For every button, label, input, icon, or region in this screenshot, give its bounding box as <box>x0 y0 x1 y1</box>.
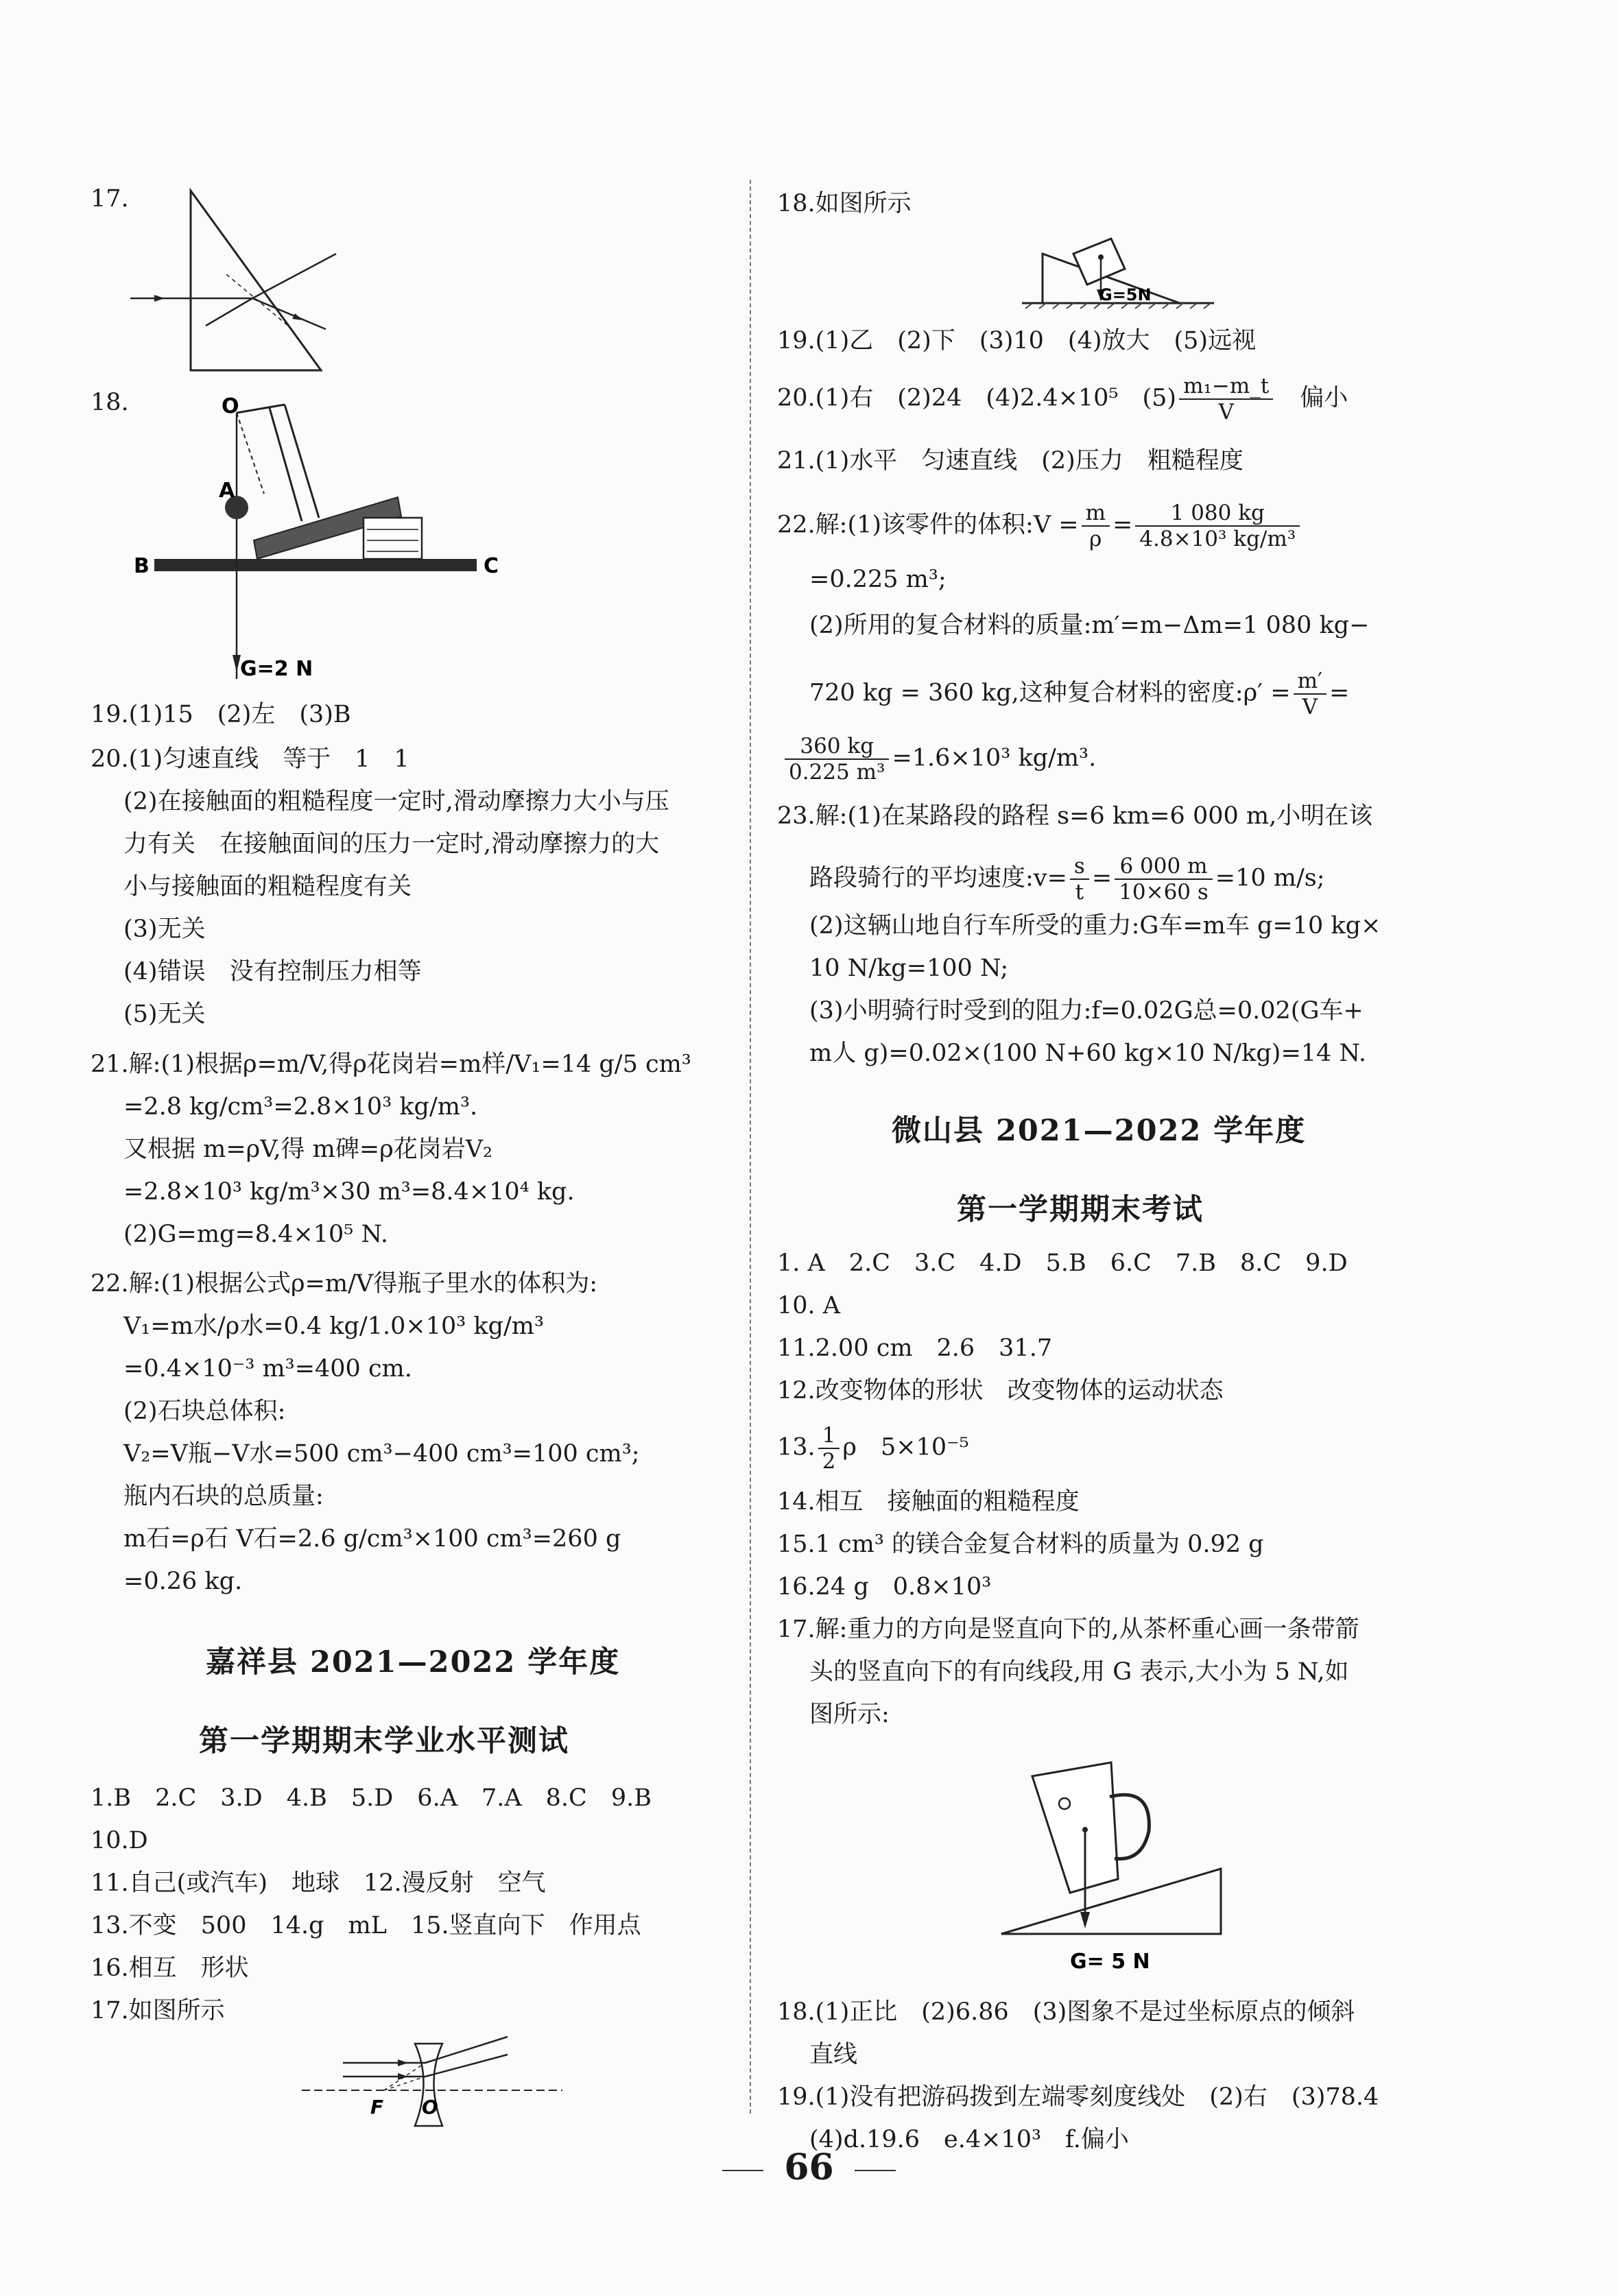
l-q22-4: V₂=V瓶−V水=500 cm³−400 cm³=100 cm³; <box>123 1440 640 1468</box>
r-q23-1 <box>809 854 1325 905</box>
r-ans-0: 1. A 2.C 3.C 4.D 5.B 6.C 7.B 8.C 9.D <box>777 1249 1348 1277</box>
r-q13-b: ρ 5×10⁻⁵ <box>842 1433 969 1461</box>
r-q22-3 <box>809 669 1349 719</box>
r-ans3-0: 18.(1)正比 (2)6.86 (3)图象不是过坐标原点的倾斜 <box>777 1998 1355 2026</box>
eq: = <box>1112 511 1133 539</box>
l-q21-4: (2)G=mg=8.4×10⁵ N. <box>123 1221 388 1248</box>
r-ans2-5: 图所示: <box>809 1701 890 1728</box>
frac-den: 0.225 m³ <box>789 760 885 785</box>
force-diagram-table <box>127 384 511 679</box>
label-O: O <box>222 394 239 418</box>
label-B: B <box>134 554 150 578</box>
label-F: F <box>370 2096 384 2118</box>
frac-num: s <box>1070 854 1089 880</box>
r-ans2-0: 14.相互 接触面的粗糙程度 <box>777 1488 1080 1516</box>
section-subheading-weishan: 第一学期期末考试 <box>957 1193 1204 1227</box>
r-q23-2: (2)这辆山地自行车所受的重力:G车=m车 g=10 kg× <box>809 912 1381 940</box>
r-ans-1: 10. A <box>777 1292 841 1319</box>
frac-num: 1 <box>818 1423 840 1449</box>
frac-num: m₁−m_t <box>1179 374 1273 400</box>
label-G: G=2 N <box>240 657 313 681</box>
section-heading-jiaxiang: 嘉祥县 2021—2022 学年度 <box>206 1645 621 1679</box>
l-q22-5: 瓶内石块的总质量: <box>123 1483 324 1510</box>
label-O: O <box>422 2096 438 2118</box>
r-ans2-1: 15.1 cm³ 的镁合金复合材料的质量为 0.92 g <box>777 1531 1264 1558</box>
l-q22-3: (2)石块总体积: <box>123 1398 286 1425</box>
frac-den: 10×60 s <box>1119 880 1209 905</box>
incline-block-diagram <box>1022 226 1214 309</box>
frac-num: m′ <box>1294 669 1326 695</box>
l-q21-0: 21.解:(1)根据ρ=m/V,得ρ花岗岩=m样/V₁=14 g/5 cm³ <box>91 1051 691 1078</box>
l-ans-3: 13.不变 500 14.g mL 15.竖直向下 作用点 <box>91 1912 641 1939</box>
r-q22-3-text: 720 kg = 360 kg,这种复合材料的密度:ρ′ = <box>809 679 1291 707</box>
r-q23-b: 路段骑行的平均速度:v= <box>809 864 1067 892</box>
r-q23-c: =10 m/s; <box>1215 864 1325 892</box>
r-ans3-3: (4)d.19.6 e.4×10³ f.偏小 <box>809 2126 1129 2153</box>
eq: = <box>1091 864 1113 892</box>
l-q20-6: (5)无关 <box>123 1001 206 1028</box>
r-ans3-1: 直线 <box>809 2041 858 2068</box>
r-q21: 21.(1)水平 匀速直线 (2)压力 粗糙程度 <box>777 447 1244 475</box>
fraction-half <box>818 1423 840 1474</box>
l-ans-1: 10.D <box>91 1827 148 1854</box>
r-q18: 18.如图所示 <box>777 190 912 217</box>
r-q20-a: 20.(1)右 (2)24 (4)2.4×10⁵ (5) <box>777 384 1177 412</box>
l-q21-3: =2.8×10³ kg/m³×30 m³=8.4×10⁴ kg. <box>123 1178 575 1206</box>
l-ans-2: 11.自己(或汽车) 地球 12.漫反射 空气 <box>91 1869 546 1897</box>
frac-num: m <box>1082 501 1110 527</box>
q17-label: 17. <box>91 185 129 213</box>
r-ans3-2: 19.(1)没有把游码拨到左端零刻度线处 (2)右 (3)78.4 <box>777 2083 1379 2111</box>
l-q20-5: (4)错误 没有控制压力相等 <box>123 958 422 985</box>
frac-num: 360 kg <box>785 734 889 760</box>
l-q19: 19.(1)15 (2)左 (3)B <box>91 701 351 728</box>
r-q23-4: (3)小明骑行时受到的阻力:f=0.02G总=0.02(G车+ <box>809 997 1364 1025</box>
frac-den: ρ <box>1089 527 1102 551</box>
section-subheading-jiaxiang: 第一学期期末学业水平测试 <box>199 1724 569 1758</box>
r-q23-0: 23.解:(1)在某路段的路程 s=6 km=6 000 m,小明在该 <box>777 802 1373 830</box>
label-G: G= 5 N <box>1070 1950 1150 1974</box>
r-q19: 19.(1)乙 (2)下 (3)10 (4)放大 (5)远视 <box>777 327 1257 355</box>
frac-den: 2 <box>822 1449 836 1474</box>
concave-lens-diagram <box>302 2030 562 2133</box>
page-number <box>0 2146 1618 2188</box>
l-q21-2: 又根据 m=ρV,得 m碑=ρ花岗岩V₂ <box>123 1136 493 1163</box>
l-ans-5: 17.如图所示 <box>91 1997 225 2024</box>
fraction-density <box>1179 374 1273 424</box>
frac-num: 6 000 m <box>1115 854 1213 880</box>
fraction-speed <box>1115 854 1213 905</box>
l-q20-1: (2)在接触面的粗糙程度一定时,滑动摩擦力大小与压 <box>123 788 669 815</box>
fraction-volume <box>1135 501 1300 551</box>
r-q22-head <box>777 501 1302 551</box>
r-q20 <box>777 374 1348 424</box>
l-ans-4: 16.相互 形状 <box>91 1954 249 1982</box>
frac-num: 1 080 kg <box>1135 501 1300 527</box>
l-q22-2: =0.4×10⁻³ m³=400 cm. <box>123 1355 412 1383</box>
r-ans2-4: 头的竖直向下的有向线段,用 G 表示,大小为 5 N,如 <box>809 1658 1349 1686</box>
r-q22-2: (2)所用的复合材料的质量:m′=m−Δm=1 080 kg− <box>809 612 1370 639</box>
r-ans-2: 11.2.00 cm 2.6 31.7 <box>777 1335 1053 1362</box>
l-ans-0: 1.B 2.C 3.D 4.B 5.D 6.A 7.A 8.C 9.B <box>91 1784 652 1812</box>
cup-on-incline-diagram <box>1001 1749 1235 1975</box>
l-q22-0: 22.解:(1)根据公式ρ=m/V得瓶子里水的体积为: <box>91 1270 597 1298</box>
frac-den: 4.8×10³ kg/m³ <box>1139 527 1296 551</box>
r-ans2-2: 16.24 g 0.8×10³ <box>777 1573 992 1601</box>
r-ans2-3: 17.解:重力的方向是竖直向下的,从茶杯重心画一条带箭 <box>777 1616 1359 1643</box>
l-q22-1: V₁=m水/ρ水=0.4 kg/1.0×10³ kg/m³ <box>123 1313 545 1340</box>
label-A: A <box>219 479 235 503</box>
l-q20-4: (3)无关 <box>123 916 206 943</box>
l-q21-1: =2.8 kg/cm³=2.8×10³ kg/m³. <box>123 1093 478 1121</box>
fraction-density-result <box>785 734 889 785</box>
l-q20-3: 小与接触面的粗糙程度有关 <box>123 873 412 900</box>
frac-den: V <box>1302 695 1318 719</box>
l-q22-7: =0.26 kg. <box>123 1568 243 1595</box>
r-q13-a: 13. <box>777 1433 816 1461</box>
r-q22-1: =0.225 m³; <box>809 566 947 593</box>
fraction-s-t <box>1070 854 1089 905</box>
r-q23-5: m人 g)=0.02×(100 N+60 kg×10 N/kg)=14 N. <box>809 1040 1366 1067</box>
r-q22-last: =1.6×10³ kg/m³. <box>892 744 1097 772</box>
page-number-value: 66 <box>784 2146 834 2188</box>
r-q20-b: 偏小 <box>1300 384 1348 412</box>
label-G: G=5N <box>1099 285 1152 304</box>
r-q22-a: 22.解:(1)该零件的体积:V = <box>777 511 1079 539</box>
dash-left <box>722 2170 763 2171</box>
frac-den: t <box>1075 880 1084 905</box>
fraction-m-rho <box>1082 501 1110 551</box>
r-ans-3: 12.改变物体的形状 改变物体的运动状态 <box>777 1377 1224 1404</box>
eq: = <box>1329 679 1350 707</box>
dash-right <box>855 2170 896 2171</box>
label-C: C <box>484 554 499 578</box>
l-q20-0: 20.(1)匀速直线 等于 1 1 <box>91 745 409 773</box>
prism-refraction-diagram <box>130 185 336 377</box>
l-q22-6: m石=ρ石 V石=2.6 g/cm³×100 cm³=260 g <box>123 1525 621 1553</box>
q18-label: 18. <box>91 389 129 416</box>
section-heading-weishan: 微山县 2021—2022 学年度 <box>892 1114 1307 1148</box>
column-divider <box>750 180 751 2114</box>
l-q20-2: 力有关 在接触面间的压力一定时,滑动摩擦力的大 <box>123 830 660 858</box>
r-q23-3: 10 N/kg=100 N; <box>809 955 1009 982</box>
r-q13 <box>777 1423 969 1474</box>
fraction-m-v <box>1294 669 1326 719</box>
frac-den: V <box>1218 400 1234 424</box>
r-q22-4 <box>782 734 1096 785</box>
